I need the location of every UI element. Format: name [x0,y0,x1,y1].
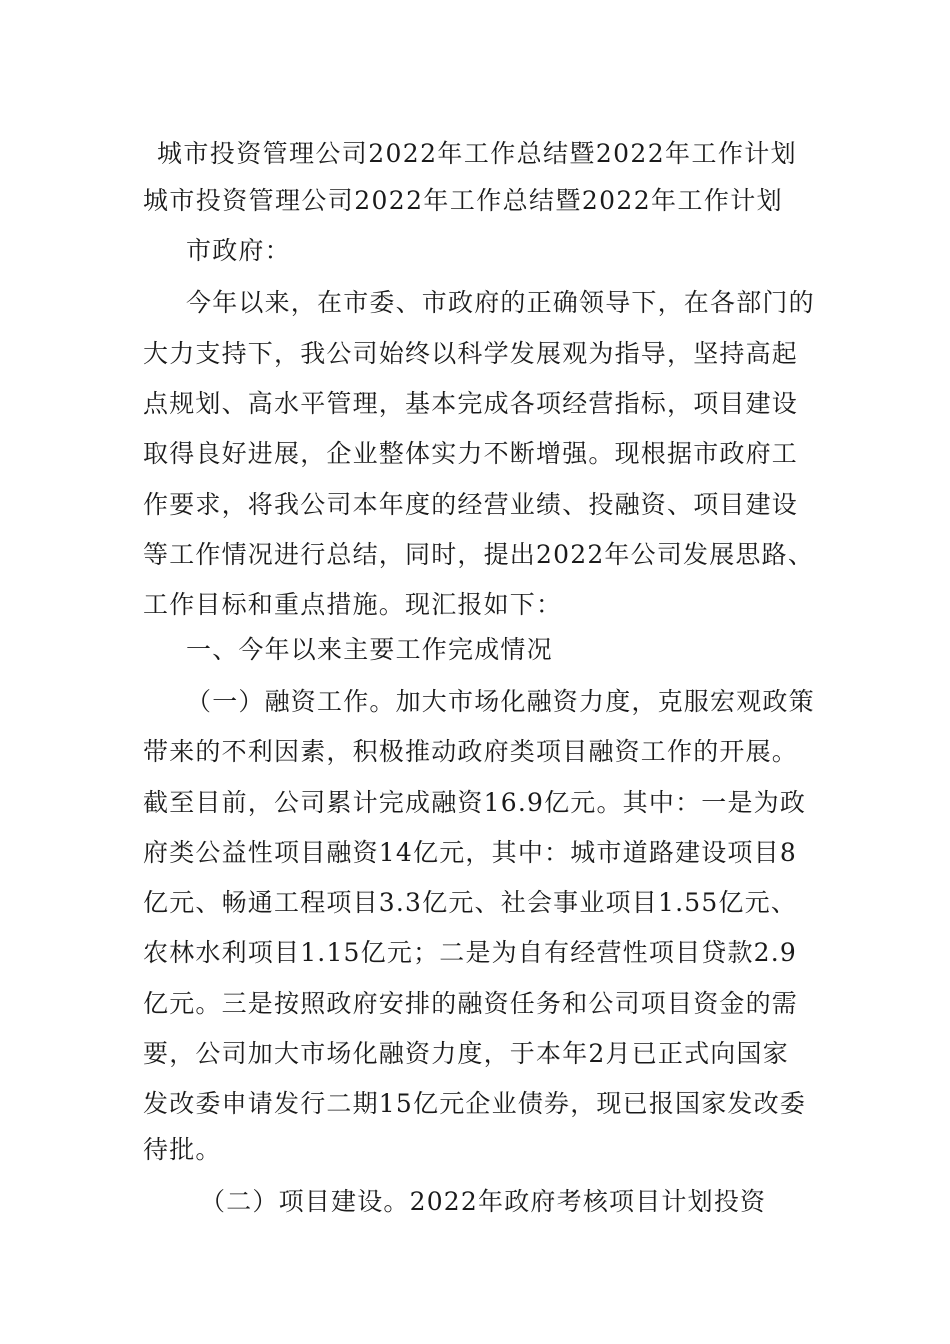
intro-line-6: 等工作情况进行总结，同时，提出2022年公司发展思路、 [143,540,815,569]
section-1-heading: 一、今年以来主要工作完成情况 [186,635,553,664]
financing-line-9: 发改委申请发行二期15亿元企业债券，现已报国家发改委 [143,1089,807,1118]
intro-line-1: 今年以来，在市委、市政府的正确领导下，在各部门的 [186,288,815,317]
financing-line-5: 亿元、畅通工程项目3.3亿元、社会事业项目1.55亿元、 [143,888,798,917]
financing-line-8: 要，公司加大市场化融资力度，于本年2月已正式向国家 [143,1039,789,1068]
document-title-1: 城市投资管理公司2022年工作总结暨2022年工作计划 [157,139,798,168]
intro-line-7: 工作目标和重点措施。现汇报如下： [143,590,563,619]
financing-line-3: 截至目前，公司累计完成融资16.9亿元。其中：一是为政 [143,788,807,817]
salutation: 市政府： [186,236,291,265]
financing-line-1: （一）融资工作。加大市场化融资力度，克服宏观政策 [186,687,815,716]
intro-line-2: 大力支持下，我公司始终以科学发展观为指导，坚持高起 [143,339,799,368]
document-title-2: 城市投资管理公司2022年工作总结暨2022年工作计划 [143,186,784,215]
intro-line-3: 点规划、高水平管理，基本完成各项经营指标，项目建设 [143,389,799,418]
financing-line-2: 带来的不利因素，积极推动政府类项目融资工作的开展。 [143,737,799,766]
project-construction-line: （二）项目建设。2022年政府考核项目计划投资 [200,1187,767,1216]
intro-line-4: 取得良好进展，企业整体实力不断增强。现根据市政府工 [143,439,799,468]
financing-line-6: 农林水利项目1.15亿元；二是为自有经营性项目贷款2.9 [143,938,798,967]
intro-line-5: 作要求，将我公司本年度的经营业绩、投融资、项目建设 [143,490,799,519]
financing-line-10: 待批。 [143,1135,222,1164]
financing-line-4: 府类公益性项目融资14亿元，其中：城市道路建设项目8 [143,838,797,867]
financing-line-7: 亿元。三是按照政府安排的融资任务和公司项目资金的需 [143,989,799,1018]
